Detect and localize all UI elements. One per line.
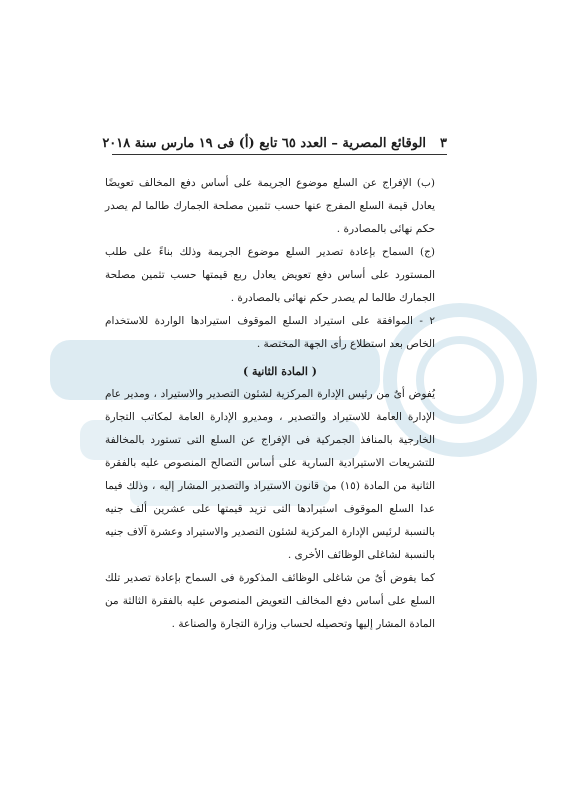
paragraph-article-2-cont: كما يفوض أىٌ من شاغلى الوظائف المذكورة فى السماح بإعادة تصدير تلك السلع على أساس دفع المخالف التعويض المنصوص عليه بالفقرة الثالثة من المادة المشار إليها وتحصيله لحساب وزارة التجارة والصناعة . [105,572,435,630]
paragraph-2: ٢ - الموافقة على استيراد السلع الموقوف استيرادها الواردة للاستخدام الخاص بعد استطلاع رأى الجهة المختصة . [105,315,435,350]
page-number: ٣ [440,136,447,151]
document-body [105,172,455,636]
header-title: الوقائع المصرية – العدد ٦٥ تابع (أ) فى ١٩ مارس سنة ٢٠١٨ [102,136,427,151]
paragraph-c: (ج) السماح بإعادة تصدير السلع موضوع الجريمة وذلك بناءً على طلب المستورد على أساس دفع تعويض يعادل ربع قيمتها حسب تثمين مصلحة الجمارك طالما لم يصدر حكم نهائى بالمصادرة . [105,246,435,304]
page-header [102,136,447,151]
paragraph-article-2: يُفوض أىٌ من رئيس الإدارة المركزية لشئون التصدير والاستيراد ، ومدير عام الإدارة العامة للاستيراد والتصدير ، ومديرو الإدارة العامة لمكاتب التجارة الخارجية بالمنافذ الجمركية فى الإفراج عن السلع التى تستورد بالمخالفة للتشريعات الاستيرادية السارية على أساس التصالح المنصوص عليه بالفقرة الثانية من المادة (١٥) من قانون الاستيراد والتصدير المشار إليه ، وذلك فيما عدا السلع الموقوف استيرادها التى تزيد قيمتها على عشرين ألف جنيه بالنسبة لرئيس الإدارة المركزية لشئون التصدير والاستيراد وعشرة آلاف جنيه بالنسبة لشاغلى الوظائف الأخرى . [105,388,435,561]
header-rule [112,154,447,155]
section-heading: ( المادة الثانية ) [242,365,318,378]
paragraph-b: (ب) الإفراج عن السلع موضوع الجريمة على أساس دفع المخالف تعويضًا يعادل قيمة السلع المفرج عنها حسب تثمين مصلحة الجمارك طالما لم يصدر حكم نهائى بالمصادرة . [105,177,435,235]
